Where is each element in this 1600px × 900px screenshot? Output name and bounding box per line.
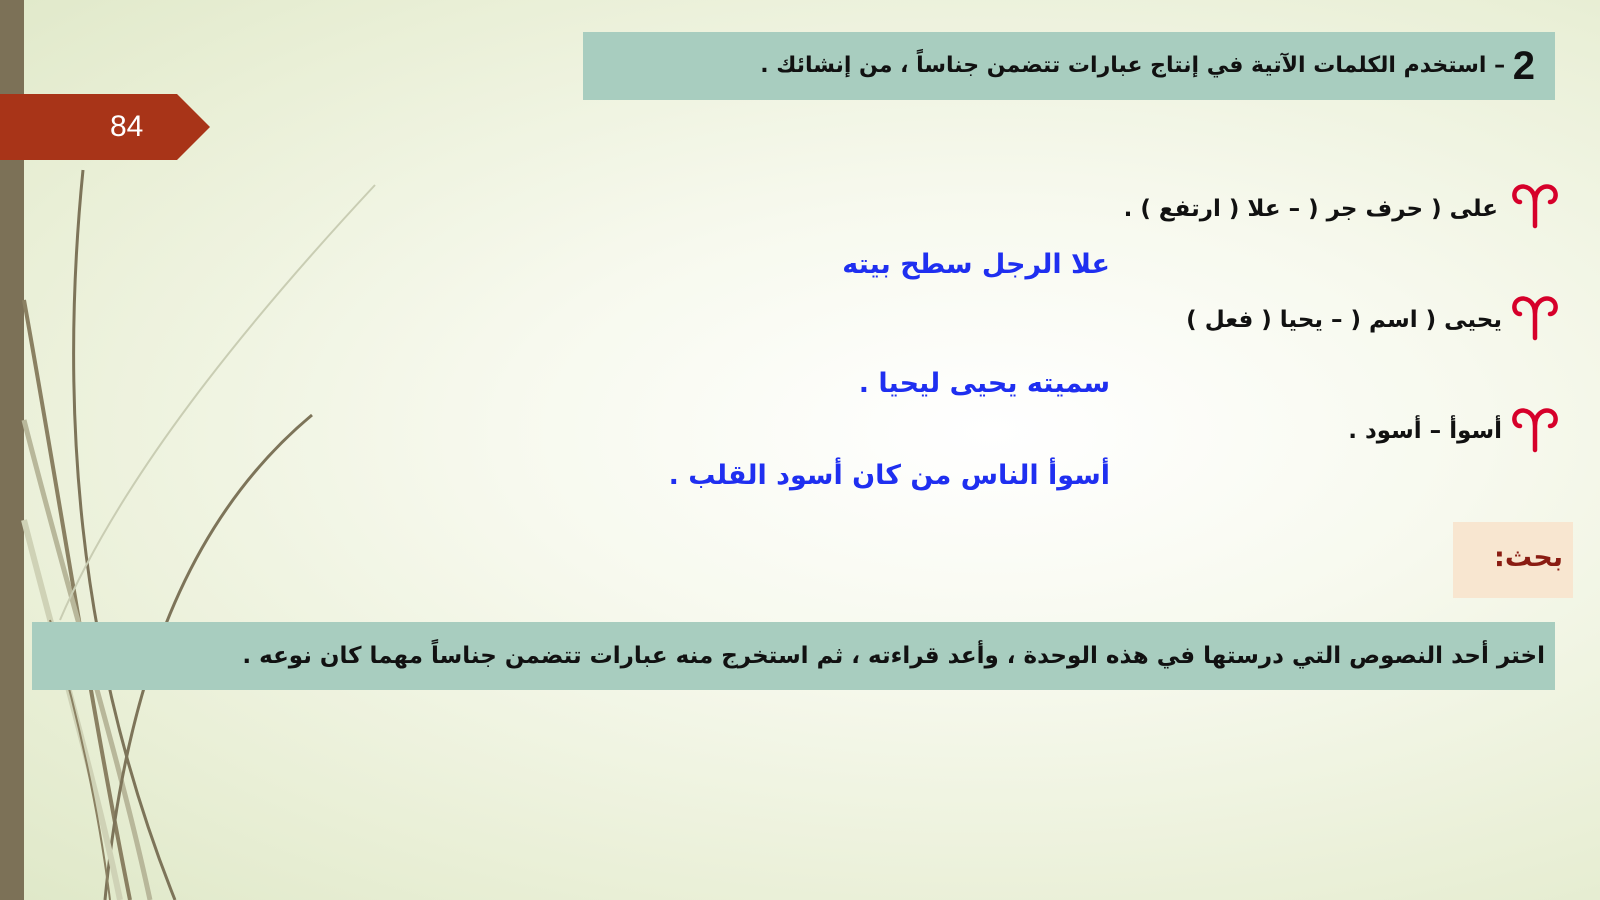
aries-icon bbox=[1510, 180, 1560, 230]
research-label: بحث: bbox=[1494, 542, 1563, 573]
question-header-box bbox=[583, 32, 1555, 100]
research-task-box bbox=[32, 622, 1555, 690]
word-pair-2: يحيى ( اسم ( – يحيا ( فعل ) bbox=[1186, 307, 1502, 333]
page-number-tag bbox=[0, 94, 210, 160]
page-number: 84 bbox=[110, 110, 144, 143]
word-pair-3: أسوأ – أسود . bbox=[1348, 418, 1502, 444]
word-pair-1: على ( حرف جر ( – علا ( ارتفع ) . bbox=[1123, 196, 1498, 222]
answer-3: أسوأ الناس من كان أسود القلب . bbox=[668, 460, 1110, 491]
aries-icon bbox=[1510, 404, 1560, 454]
answer-2: سميته يحيى ليحيا . bbox=[858, 368, 1110, 399]
question-number: 2 bbox=[1512, 44, 1535, 88]
question-header bbox=[760, 32, 1535, 100]
research-label-box bbox=[1453, 522, 1573, 598]
research-task: اختر أحد النصوص التي درستها في هذه الوحدة ، وأعد قراءته ، ثم استخرج منه عبارات تتضمن جناساً مهما كان نوعه . bbox=[242, 643, 1545, 669]
page-tag-arrow-shape bbox=[0, 94, 210, 160]
aries-icon bbox=[1510, 292, 1560, 342]
question-instruction: – استخدم الكلمات الآتية في إنتاج عبارات تتضمن جناساً ، من إنشائك . bbox=[760, 53, 1506, 78]
answer-1: علا الرجل سطح بيته bbox=[842, 249, 1110, 280]
